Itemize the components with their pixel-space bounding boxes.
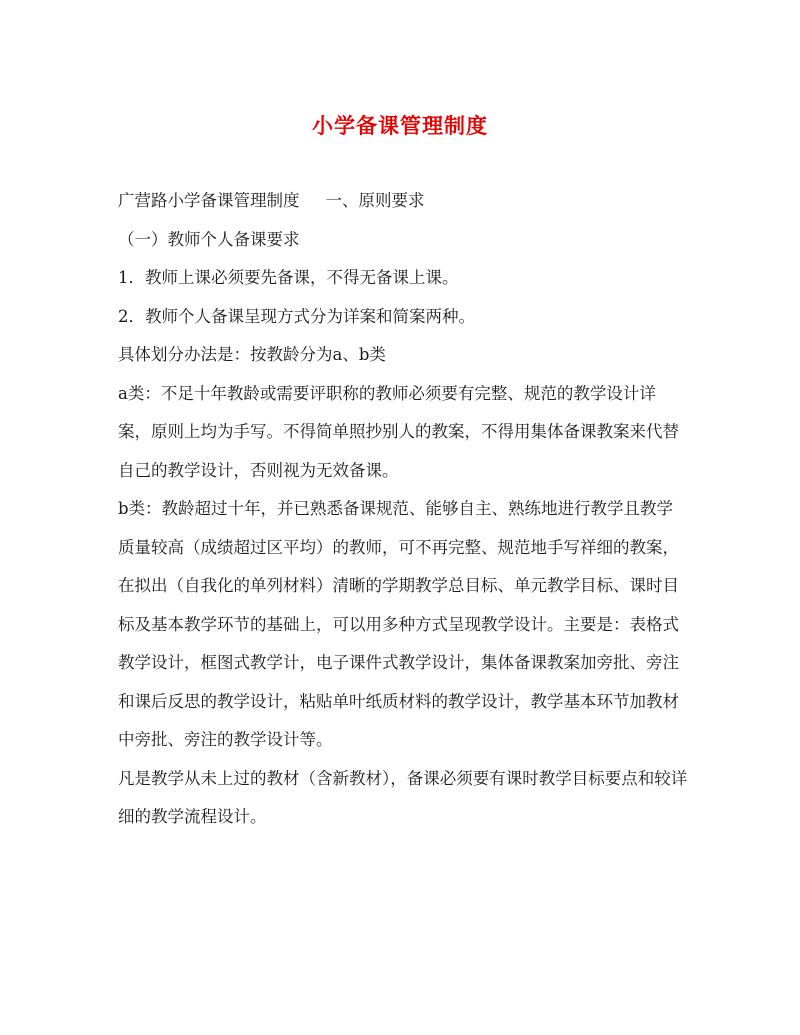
new-material-paragraph: 凡是教学从未上过的教材（含新教材），备课必须要有课时教学目标要点和较详细的教学流程设计。 <box>118 768 688 826</box>
intro-school-title: 广营路小学备课管理制度 <box>118 191 300 210</box>
subsection-heading: （一）教师个人备课要求 <box>118 229 300 249</box>
intro-section-heading: 一、原则要求 <box>325 191 425 210</box>
category-b-paragraph: b类：教龄超过十年，并已熟悉备课规范、能够自主、熟练地进行教学且教学质量较高（成绩超过区平均）的教师，可不再完整、规范地手写祥细的教案，在拟出（自我化的单列材料）清晰的学期教学总目标、单元教学目标、课时目标及基本教学环节的基础上，可以用多种方式呈现教学设计。主要是：表格式教学设计，框图式教学计，电子课件式教学设计，集体备课教案加旁批、旁注和课后反思的教学设计，粘贴单叶纸质材料的教学设计，教学基本环节加教材中旁批、旁注的教学设计等。 <box>118 499 679 749</box>
classification-line: 具体划分办法是：按教龄分为a、b类 <box>118 345 386 364</box>
document-body <box>118 182 688 837</box>
rule-item-2: 2．教师个人备课呈现方式分为详案和简案两种。 <box>118 306 475 326</box>
category-a-paragraph: a类：不足十年教龄或需要评职称的教师必须要有完整、规范的教学设计详案，原则上均为手写。不得简单照抄别人的教案，不得用集体备课教案来代替自己的教学设计，否则视为无效备课。 <box>118 383 679 480</box>
rule-item-1: 1．教师上课必须要先备课，不得无备课上课。 <box>118 268 459 287</box>
intro-line <box>118 182 688 221</box>
document-title: 小学备课管理制度 <box>312 113 488 138</box>
